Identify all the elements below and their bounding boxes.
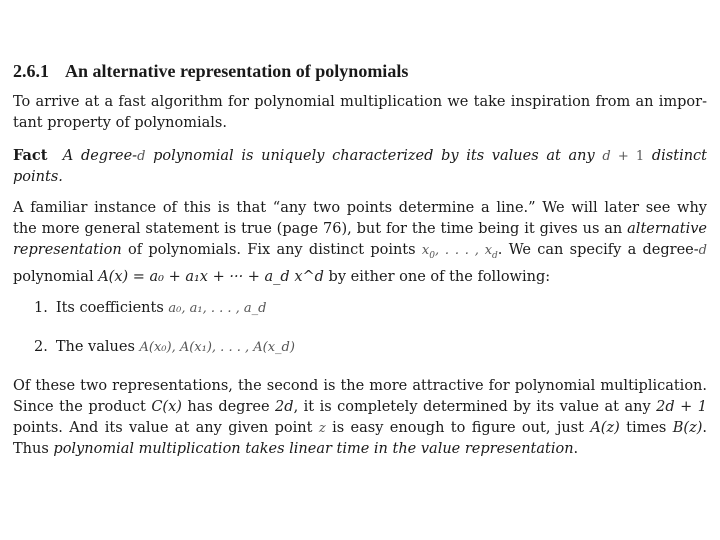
para2-line-3: representation of polynomials. Fix any distinct points $x_0$, . . . , $x_d$. We can specify a degree-d [13, 242, 707, 261]
section-number: 2.6.1 [13, 61, 49, 81]
intro-line-2: tant property of polynomials. [13, 115, 227, 131]
para3-line-2: Since the product C(x) has degree 2d, it is completely determined by its value at any 2d + 1 [13, 399, 707, 415]
fact-line-2: points. [13, 169, 63, 185]
section-heading [13, 58, 707, 84]
para3-line-1: Of these two representations, the second is the more attractive for polynomial multiplication. [13, 378, 707, 394]
intro-paragraph [13, 92, 707, 134]
paragraph-2 [13, 198, 707, 288]
fact-statement [13, 145, 707, 188]
para2-line-1: A familiar instance of this is that “any two points determine a line.” We will later see why [13, 200, 707, 216]
para3-line-3: points. And its value at any given point z is easy enough to figure out, just A(z) times B(z). [13, 420, 707, 436]
intro-line-1: To arrive at a fast algorithm for polynomial multiplication we take inspiration from an impor- [13, 94, 707, 110]
fact-line-1: Fact A degree-d polynomial is uniquely characterized by its values at any d + 1 distinct [13, 147, 707, 164]
fact-label: Fact [13, 147, 48, 164]
paragraph-3 [13, 376, 707, 460]
para3-line-4: Thus polynomial multiplication takes linear time in the value representation. [13, 441, 579, 457]
polynomial-formula: A(x) = a₀ + a₁x + ··· + a_d x^d [98, 268, 324, 285]
para2-line-4: polynomial A(x) = a₀ + a₁x + ··· + a_d x^d by either one of the following: [13, 268, 551, 285]
para2-line-2: the more general statement is true (page 76), but for the time being it gives us an alternative [13, 221, 707, 237]
section-title: An alternative representation of polynomials [65, 61, 409, 81]
list-item: 2. The values A(x₀), A(x₁), . . . , A(x_d) [34, 339, 295, 355]
list-item: 1. Its coefficients a₀, a₁, . . . , a_d [34, 300, 267, 316]
